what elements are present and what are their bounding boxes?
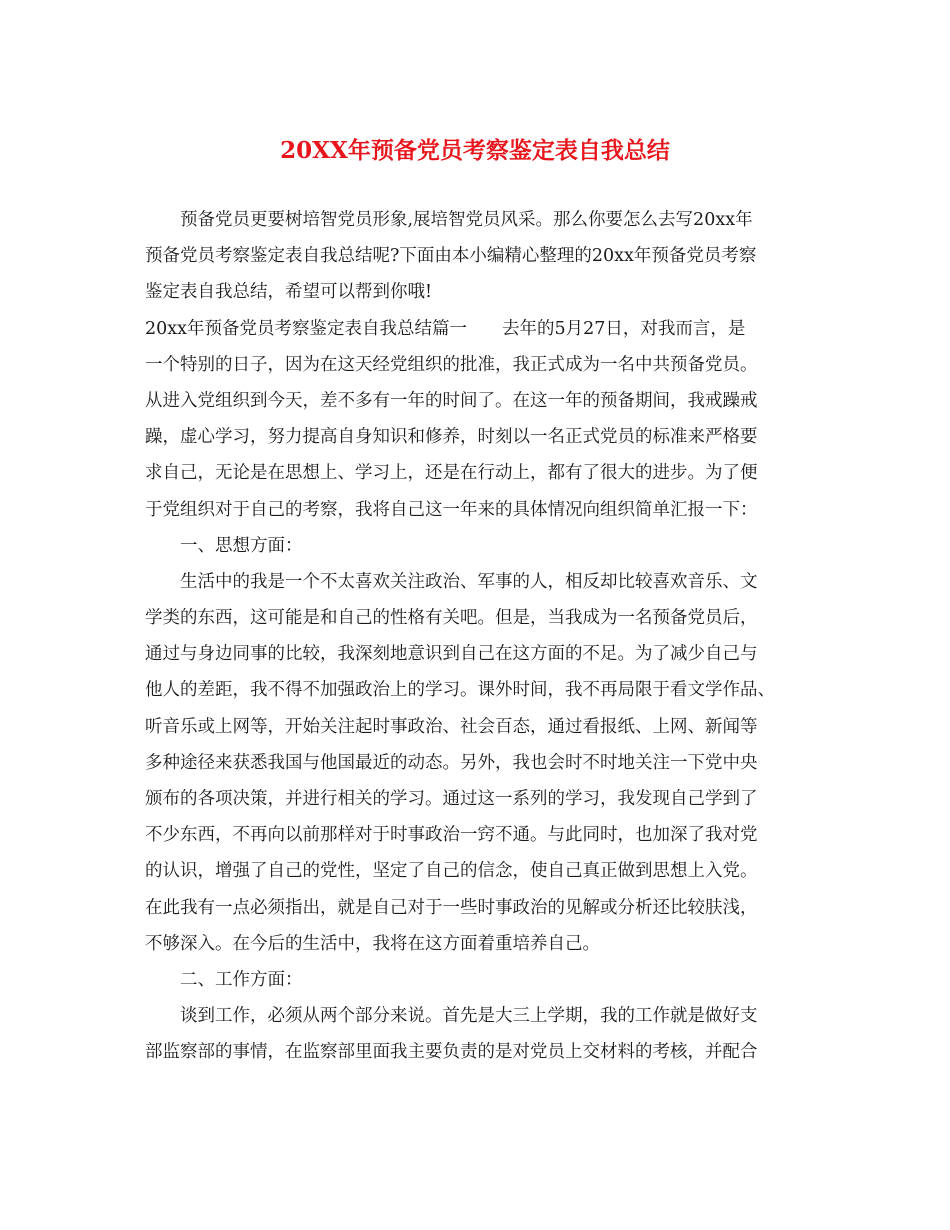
body-line: 谈到工作，必须从两个部分来说。首先是大三上学期，我的工作就是做好支 — [180, 1006, 758, 1027]
body-line: 一、思想方面： — [180, 535, 303, 556]
body-line: 通过与身边同事的比较，我深刻地意识到自己在这方面的不足。为了减少自己与 — [145, 644, 758, 665]
body-line: 于党组织对于自己的考察，我将自己这一年来的具体情况向组织简单汇报一下： — [145, 499, 758, 520]
body-line: 从进入党组织到今天，差不多有一年的时间了。在这一年的预备期间，我戒躁戒 — [145, 390, 758, 411]
body-line: 躁，虚心学习，努力提高自身知识和修养，时刻以一名正式党员的标准来严格要 — [145, 427, 758, 448]
body-line: 20xx年预备党员考察鉴定表自我总结篇一 去年的5月27日，对我而言，是 — [145, 318, 746, 339]
body-line: 在此我有一点必须指出，就是自己对于一些时事政治的见解或分析还比较肤浅， — [145, 897, 758, 918]
body-line: 一个特别的日子，因为在这天经党组织的批准，我正式成为一名中共预备党员。 — [145, 354, 758, 375]
body-line: 他人的差距，我不得不加强政治上的学习。课外时间，我不再局限于看文学作品、 — [145, 680, 775, 701]
body-line: 二、工作方面： — [180, 969, 303, 990]
body-line: 不够深入。在今后的生活中，我将在这方面着重培养自己。 — [145, 933, 600, 954]
body-line: 听音乐或上网等，开始关注起时事政治、社会百态，通过看报纸、上网、新闻等 — [145, 716, 758, 737]
body-line: 不少东西，不再向以前那样对于时事政治一窍不通。与此同时，也加深了我对党 — [145, 825, 758, 846]
body-line: 生活中的我是一个不太喜欢关注政治、军事的人，相反却比较喜欢音乐、文 — [180, 571, 758, 592]
body-line: 预备党员更要树培智党员形象,展培智党员风采。那么你要怎么去写20xx年 — [180, 210, 753, 230]
body-line: 部监察部的事情，在监察部里面我主要负责的是对党员上交材料的考核，并配合 — [145, 1042, 758, 1063]
body-line: 求自己，无论是在思想上、学习上，还是在行动上，都有了很大的进步。为了便 — [145, 463, 758, 484]
body-line: 鉴定表自我总结，希望可以帮到你哦! — [145, 282, 433, 303]
body-line: 颁布的各项决策，并进行相关的学习。通过这一系列的学习，我发现自己学到了 — [145, 789, 758, 809]
document-body — [145, 202, 825, 1071]
body-line: 的认识，增强了自己的党性，坚定了自己的信念，使自己真正做到思想上入党。 — [145, 861, 758, 882]
body-line: 学类的东西，这可能是和自己的性格有关吧。但是，当我成为一名预备党员后， — [145, 608, 758, 629]
body-line: 多种途径来获悉我国与他国最近的动态。另外，我也会时不时地关注一下党中央 — [145, 752, 758, 773]
body-line: 预备党员考察鉴定表自我总结呢?下面由本小编精心整理的20xx年预备党员考察 — [145, 246, 757, 267]
document-title: 20XX年预备党员考察鉴定表自我总结 — [280, 137, 670, 164]
